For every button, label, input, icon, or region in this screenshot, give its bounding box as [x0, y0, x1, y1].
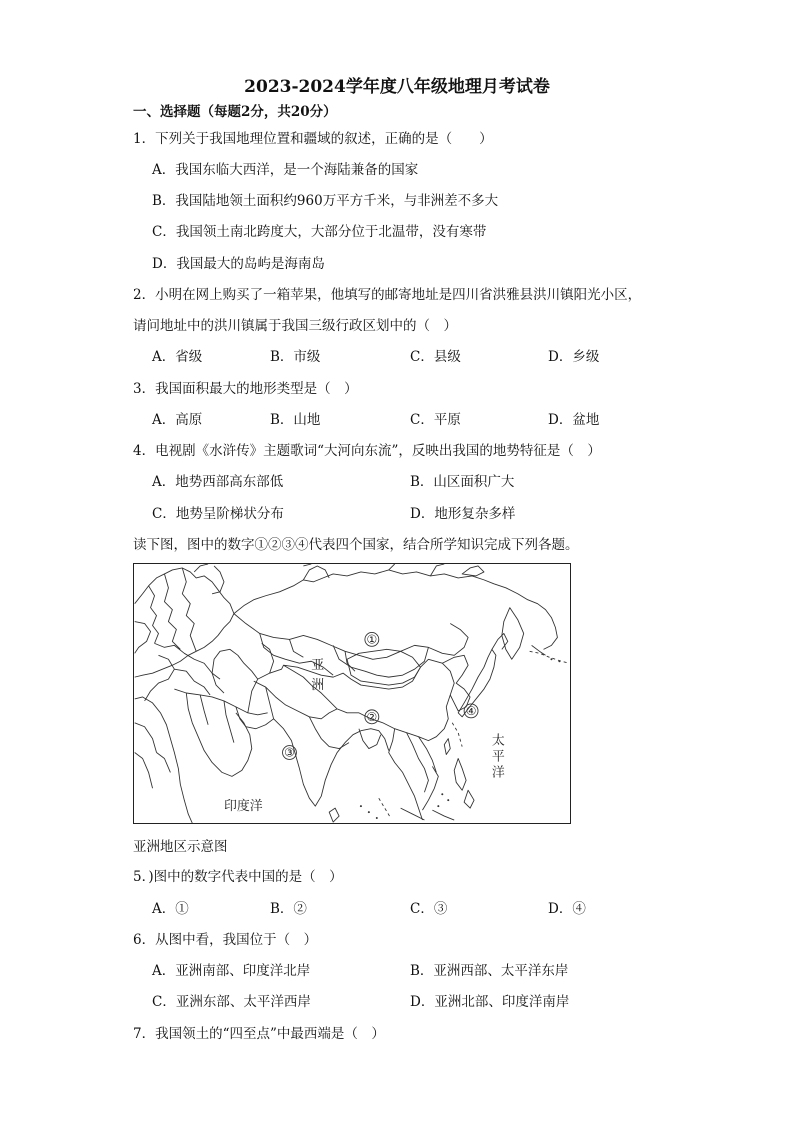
- question-4-stem: 4．电视剧《水浒传》主题歌词“大河向东流”，反映出我国的地势特征是（ ）: [133, 443, 601, 459]
- map-number-3: ③: [284, 745, 295, 760]
- map-label-asia-2: 洲: [311, 678, 325, 694]
- section-heading: 一、选择题（每题2分，共20分）: [133, 104, 337, 120]
- question-2-stem-line2: 请问地址中的洪川镇属于我国三级行政区划中的（ ）: [133, 318, 457, 334]
- exam-title: 2023-2024学年度八年级地理月考试卷: [244, 77, 550, 97]
- question-3-stem: 3．我国面积最大的地形类型是（ ）: [133, 381, 358, 397]
- map-intro: 读下图，图中的数字①②③④代表四个国家，结合所学知识完成下列各题。: [133, 537, 579, 553]
- question-2-stem: 2．小明在网上购买了一箱苹果，他填写的邮寄地址是四川省洪雅县洪川镇阳光小区，: [133, 287, 642, 303]
- map-number-1: ①: [366, 632, 378, 647]
- question-6-option-c: C．亚洲东部、太平洋西岸: [152, 994, 311, 1010]
- question-4-option-c: C．地势呈阶梯状分布: [152, 506, 284, 522]
- question-4-option-b: B．山区面积广大: [410, 474, 515, 490]
- question-1-option-b: B．我国陆地领土面积约960万平方千米，与非洲差不多大: [152, 193, 499, 209]
- map-number-4: ④: [465, 703, 477, 718]
- question-6-stem: 6．从图中看，我国位于（ ）: [133, 932, 318, 948]
- question-1-option-d: D．我国最大的岛屿是海南岛: [152, 256, 325, 272]
- question-3-option-b: B．山地: [270, 412, 321, 428]
- question-2-option-d: D．乡级: [548, 349, 600, 365]
- question-3-option-a: A．高原: [152, 412, 203, 428]
- question-4-option-d: D．地形复杂多样: [410, 506, 516, 522]
- question-2-option-b: B．市级: [270, 349, 321, 365]
- question-2-option-a: A．省级: [152, 349, 203, 365]
- map-label-pacific-2: 平: [491, 749, 505, 765]
- map-label-pacific-3: 洋: [491, 765, 505, 781]
- question-1-stem: 1．下列关于我国地理位置和疆域的叙述，正确的是（ ）: [133, 131, 493, 147]
- asia-map: [133, 563, 571, 824]
- map-number-2: ②: [366, 709, 378, 724]
- map-caption: 亚洲地区示意图: [133, 839, 228, 855]
- question-5-option-b: B．②: [270, 901, 307, 917]
- question-5-option-d: D．④: [548, 901, 586, 917]
- map-label-asia-1: 亚: [311, 658, 325, 674]
- question-1-option-a: A．我国东临大西洋，是一个海陆兼备的国家: [152, 162, 419, 178]
- question-2-option-c: C．县级: [410, 349, 461, 365]
- map-label-pacific-1: 太: [491, 733, 505, 749]
- question-5-option-a: A．①: [152, 901, 189, 917]
- question-3-option-c: C．平原: [410, 412, 461, 428]
- question-1-option-c: C．我国领土南北跨度大，大部分位于北温带，没有寒带: [152, 224, 487, 240]
- question-7-stem: 7．我国领土的“四至点”中最西端是（ ）: [133, 1026, 385, 1042]
- question-3-option-d: D．盆地: [548, 412, 600, 428]
- map-label-indian-ocean: 印度洋: [223, 799, 263, 815]
- question-6-option-a: A．亚洲南部、印度洋北岸: [152, 963, 311, 979]
- question-6-option-b: B．亚洲西部、太平洋东岸: [410, 963, 569, 979]
- question-5-stem: 5．)图中的数字代表中国的是（ ）: [133, 869, 343, 885]
- question-5-option-c: C．③: [410, 901, 448, 917]
- question-6-option-d: D．亚洲北部、印度洋南岸: [410, 994, 570, 1010]
- question-4-option-a: A．地势西部高东部低: [152, 474, 284, 490]
